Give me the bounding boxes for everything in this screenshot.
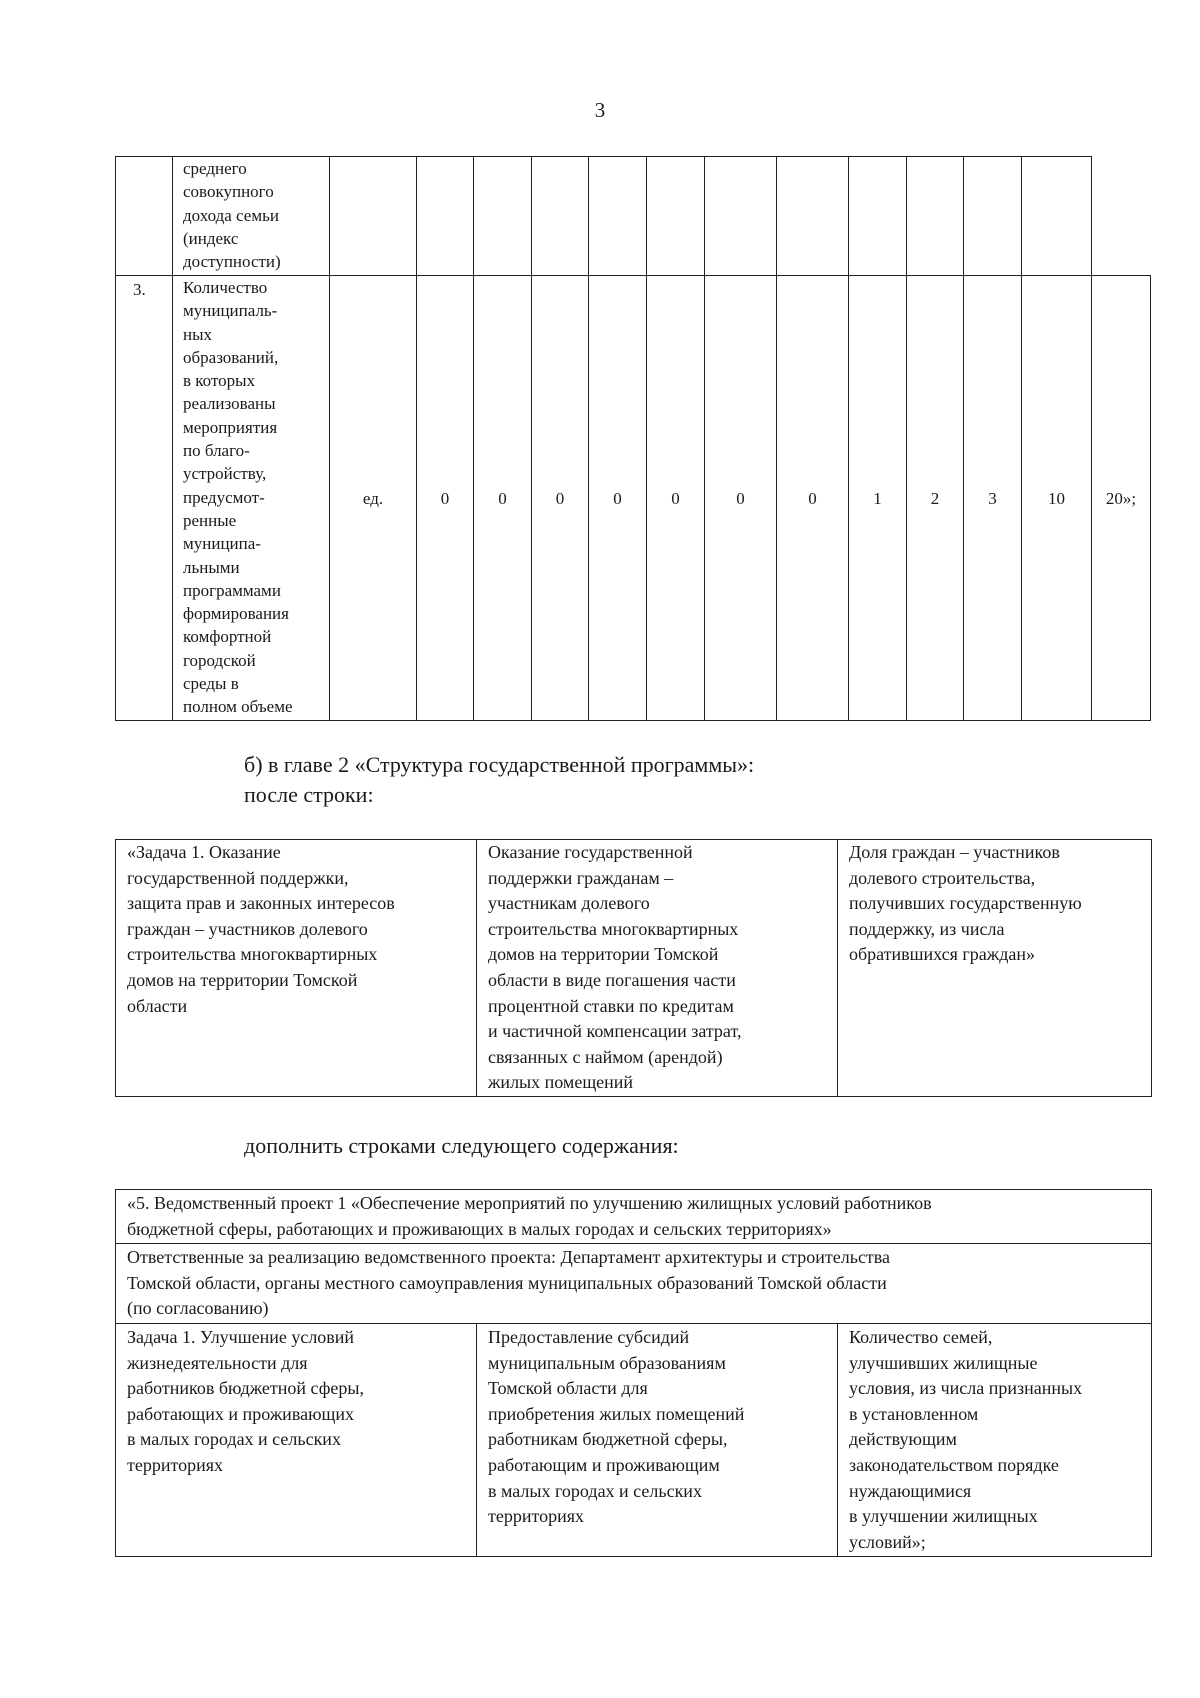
cell-text-line: строительства многоквартирных bbox=[127, 944, 378, 965]
cell-text-line: устройству, bbox=[183, 464, 267, 484]
cell-text-line: Задача 1. Улучшение условий bbox=[127, 1327, 355, 1347]
cell-text-line: и частичной компенсации затрат, bbox=[488, 1021, 742, 1042]
value-cell bbox=[777, 157, 849, 276]
indicator-link-cell bbox=[838, 840, 1152, 1097]
cell-text-line: ных bbox=[183, 324, 213, 344]
indicator-name-cell bbox=[173, 157, 330, 276]
cell-text-line: условия, из числа признанных bbox=[849, 1378, 1083, 1399]
cell-text-line: формирования bbox=[183, 604, 289, 624]
value-cell bbox=[647, 157, 705, 276]
cell-text-line: связанных с наймом (арендой) bbox=[488, 1046, 723, 1067]
value-cell bbox=[705, 157, 777, 276]
value-cell: 0 bbox=[532, 276, 589, 721]
cell-text-line: Оказание государственной bbox=[488, 842, 693, 862]
indicator-link-cell bbox=[838, 1324, 1152, 1557]
value-cell: 0 bbox=[647, 276, 705, 721]
value-cell bbox=[849, 157, 907, 276]
cell-text-line: реализованы bbox=[183, 394, 276, 414]
cell-text-line: льными bbox=[183, 557, 240, 577]
cell-text-line: работающих и проживающих bbox=[127, 1403, 355, 1424]
value-cell bbox=[589, 157, 647, 276]
cell-text-line: Количество bbox=[183, 278, 268, 297]
cell-text-line: поддержку, из числа bbox=[849, 918, 1005, 939]
cell-text-line: домов на территории Томской bbox=[488, 944, 719, 965]
cell-text-line: получивших государственную bbox=[849, 893, 1082, 914]
row-number-cell: 3. bbox=[116, 276, 173, 721]
cell-text-line: Томской области, органы местного самоуправления муниципальных образований Томской области bbox=[127, 1272, 887, 1293]
value-cell: 2 bbox=[907, 276, 964, 721]
cell-text-line: условий»; bbox=[849, 1531, 926, 1552]
cell-text-line: образований, bbox=[183, 347, 279, 367]
cell-text-line: Ответственные за реализацию ведомственного проекта: Департамент архитектуры и строительства bbox=[127, 1247, 891, 1267]
table-row bbox=[116, 157, 1151, 276]
value-cell bbox=[907, 157, 964, 276]
value-cell: 3 bbox=[964, 276, 1022, 721]
cell-text-line: (по согласованию) bbox=[127, 1298, 269, 1319]
cell-text-line: области bbox=[127, 995, 188, 1016]
cell-text-line: приобретения жилых помещений bbox=[488, 1403, 745, 1424]
cell-text-line: муниципа- bbox=[183, 534, 261, 554]
cell-text-line: в улучшении жилищных bbox=[849, 1506, 1038, 1527]
cell-text-line: строительства многоквартирных bbox=[488, 918, 739, 939]
cell-text-line: в которых bbox=[183, 371, 256, 391]
cell-text-line: области в виде погашения части bbox=[488, 969, 736, 990]
cell-text-line: бюджетной сферы, работающих и проживающих в малых городах и сельских территориях» bbox=[127, 1218, 832, 1239]
cell-text-line: среднего bbox=[183, 159, 247, 178]
paragraph-line: после строки: bbox=[244, 782, 374, 807]
unit-cell bbox=[330, 157, 417, 276]
cell-text-line: совокупного bbox=[183, 182, 274, 202]
paragraph-b bbox=[244, 750, 754, 810]
value-cell: 0 bbox=[777, 276, 849, 721]
cell-text-line: работников бюджетной сферы, bbox=[127, 1378, 364, 1399]
indicators-table bbox=[115, 156, 1151, 721]
cell-text-line: защита прав и законных интересов bbox=[127, 893, 395, 914]
cell-text-line: Томской области для bbox=[488, 1378, 648, 1399]
cell-text-line: работникам бюджетной сферы, bbox=[488, 1429, 728, 1450]
value-cell bbox=[964, 157, 1022, 276]
cell-text-line: доступности) bbox=[183, 252, 281, 272]
cell-text-line: среды в bbox=[183, 674, 239, 694]
cell-text-line: по благо- bbox=[183, 441, 250, 461]
cell-text-line: Доля граждан – участников bbox=[849, 842, 1060, 862]
cell-text-line: территориях bbox=[488, 1506, 585, 1527]
cell-text-line: в малых городах и сельских bbox=[488, 1480, 702, 1501]
cell-text-line: домов на территории Томской bbox=[127, 969, 358, 990]
cell-text-line: муниципаль- bbox=[183, 301, 278, 321]
cell-text-line: «5. Ведомственный проект 1 «Обеспечение мероприятий по улучшению жилищных условий работников bbox=[127, 1193, 932, 1213]
cell-text-line: участникам долевого bbox=[488, 893, 650, 914]
paragraph-add-rows: дополнить строками следующего содержания: bbox=[244, 1133, 679, 1158]
cell-text-line: предусмот- bbox=[183, 487, 265, 507]
cell-text-line: Количество семей, bbox=[849, 1327, 993, 1347]
task-cell bbox=[116, 840, 477, 1097]
cell-text-line: работающим и проживающим bbox=[488, 1454, 720, 1475]
value-cell: 0 bbox=[474, 276, 532, 721]
cell-text-line: Предоставление субсидий bbox=[488, 1327, 690, 1347]
value-cell bbox=[532, 157, 589, 276]
value-cell bbox=[474, 157, 532, 276]
cell-text-line: граждан – участников долевого bbox=[127, 918, 368, 939]
value-cell: 0 bbox=[589, 276, 647, 721]
cell-text-line: поддержки гражданам – bbox=[488, 867, 674, 888]
value-cell: 10 bbox=[1022, 276, 1092, 721]
cell-text-line: территориях bbox=[127, 1454, 224, 1475]
task-cell bbox=[116, 1324, 477, 1557]
structure-table-new bbox=[115, 1189, 1152, 1557]
value-cell: 1 bbox=[849, 276, 907, 721]
value-cell: 0 bbox=[417, 276, 474, 721]
table-row bbox=[116, 276, 1151, 721]
value-cell bbox=[417, 157, 474, 276]
table-row bbox=[116, 840, 1152, 1097]
table-row bbox=[116, 1324, 1152, 1557]
cell-text-line: обратившихся граждан» bbox=[849, 944, 1036, 965]
value-cell: 20»; bbox=[1092, 276, 1151, 721]
cell-text-line: действующим bbox=[849, 1429, 957, 1450]
structure-table-existing bbox=[115, 839, 1152, 1097]
cell-text-line: процентной ставки по кредитам bbox=[488, 995, 734, 1016]
indicator-name-cell bbox=[173, 276, 330, 721]
table-row bbox=[116, 1190, 1152, 1244]
cell-text-line: мероприятия bbox=[183, 417, 278, 437]
cell-text-line: законодательством порядке bbox=[849, 1454, 1059, 1475]
unit-cell: ед. bbox=[330, 276, 417, 721]
cell-text-line: в малых городах и сельских bbox=[127, 1429, 341, 1450]
cell-text-line: улучшивших жилищные bbox=[849, 1352, 1038, 1373]
cell-text-line: жизнедеятельности для bbox=[127, 1352, 308, 1373]
cell-text-line: комфортной bbox=[183, 627, 272, 647]
cell-text-line: программами bbox=[183, 580, 281, 600]
page-number: 3 bbox=[594, 98, 606, 122]
effect-cell bbox=[477, 840, 838, 1097]
cell-text-line: ренные bbox=[183, 510, 237, 530]
cell-text-line: городской bbox=[183, 650, 256, 670]
cell-text-line: долевого строительства, bbox=[849, 867, 1036, 888]
paragraph-line: б) в главе 2 «Структура государственной программы»: bbox=[244, 752, 755, 777]
value-cell: 0 bbox=[705, 276, 777, 721]
cell-text-line: полном объеме bbox=[183, 697, 293, 717]
cell-text-line: «Задача 1. Оказание bbox=[127, 842, 281, 862]
row-number-cell bbox=[116, 157, 173, 276]
project-title-cell bbox=[116, 1190, 1152, 1244]
responsible-cell bbox=[116, 1244, 1152, 1324]
cell-text-line: жилых помещений bbox=[488, 1072, 634, 1093]
cell-text-line: нуждающимися bbox=[849, 1480, 972, 1501]
cell-text-line: (индекс bbox=[183, 228, 239, 248]
cell-text-line: государственной поддержки, bbox=[127, 867, 349, 888]
value-cell bbox=[1022, 157, 1092, 276]
cell-text-line: в установленном bbox=[849, 1403, 979, 1424]
cell-text-line: муниципальным образованиям bbox=[488, 1352, 726, 1373]
cell-text-line: дохода семьи bbox=[183, 205, 279, 225]
effect-cell bbox=[477, 1324, 838, 1557]
table-row bbox=[116, 1244, 1152, 1324]
